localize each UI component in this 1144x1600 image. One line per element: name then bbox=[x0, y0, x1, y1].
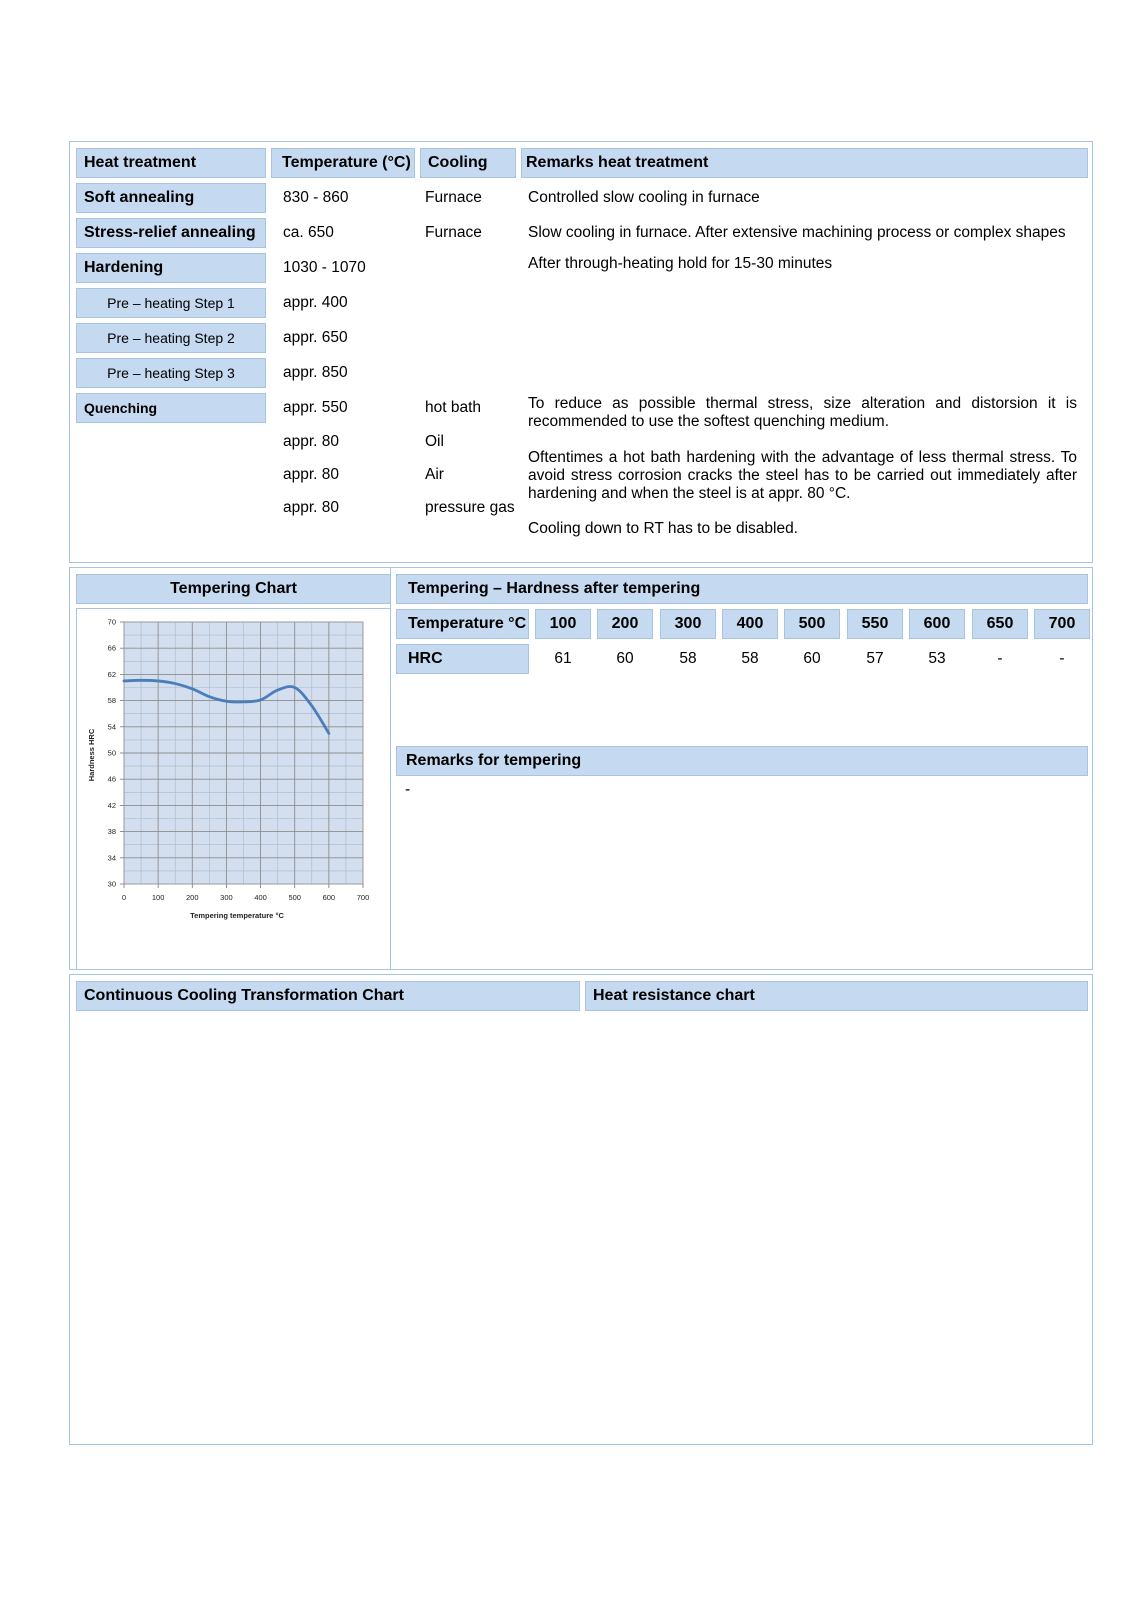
y-tick-label: 54 bbox=[107, 722, 116, 732]
soft-annealing-temperature: 830 - 860 bbox=[283, 189, 349, 206]
y-tick-label: 58 bbox=[107, 696, 116, 706]
x-tick-label: 200 bbox=[186, 893, 199, 902]
stress-relief-temperature: ca. 650 bbox=[283, 224, 334, 241]
tempering-temp-cell: 650 bbox=[972, 609, 1028, 639]
preheat-step2-temperature: appr. 650 bbox=[283, 329, 348, 346]
stress-relief-remark: Slow cooling in furnace. After extensive machining process or complex shapes bbox=[528, 224, 1066, 241]
tempering-hrc-cell: - bbox=[997, 650, 1003, 667]
tempering-temp-cell: 300 bbox=[660, 609, 716, 639]
tempering-temp-cell: 500 bbox=[784, 609, 840, 639]
tempering-panel bbox=[69, 567, 1093, 970]
preheat-step3-temperature: appr. 850 bbox=[283, 364, 348, 381]
y-tick-label: 70 bbox=[107, 617, 116, 627]
tempering-hrc-cell: 57 bbox=[866, 650, 884, 667]
x-tick-label: 300 bbox=[220, 893, 233, 902]
tempering-hrc-cell: 53 bbox=[928, 650, 946, 667]
remarks-tempering-title: Remarks for tempering bbox=[396, 746, 1088, 776]
x-axis-ticks bbox=[122, 884, 369, 902]
quench-oil-temperature: appr. 80 bbox=[283, 433, 340, 450]
y-tick-label: 38 bbox=[107, 827, 116, 837]
quench-gas-cooling: pressure gas bbox=[425, 499, 515, 516]
stress-relief-cooling: Furnace bbox=[425, 224, 482, 241]
heat-treatment-panel bbox=[69, 141, 1093, 563]
quench-gas-temperature: appr. 80 bbox=[283, 499, 340, 516]
x-tick-label: 700 bbox=[356, 893, 370, 902]
tempering-hrc-cell: 58 bbox=[741, 650, 759, 667]
stress-relief-label: Stress-relief annealing bbox=[76, 218, 266, 248]
tempering-hrc-cell: 60 bbox=[616, 650, 634, 667]
temperature-row-header: Temperature °C bbox=[396, 609, 529, 639]
charts-panel bbox=[69, 974, 1093, 1445]
x-tick-label: 600 bbox=[322, 893, 336, 902]
soft-annealing-remark: Controlled slow cooling in furnace bbox=[528, 189, 760, 206]
quench-air-cooling: Air bbox=[425, 466, 444, 483]
x-tick-label: 500 bbox=[288, 893, 301, 902]
temperature-header: Temperature (°C) bbox=[271, 148, 415, 178]
tempering-temp-cell: 550 bbox=[847, 609, 903, 639]
quench-air-temperature: appr. 80 bbox=[283, 466, 340, 483]
quench-remark-2: Oftentimes a hot bath hardening with the advantage of less thermal stress. To avoid stress corrosion cracks the steel has to be carried out immediately after hardening and when the steel is at appr. 80 °C. bbox=[528, 449, 1077, 502]
remarks-header: Remarks heat treatment bbox=[521, 148, 1088, 178]
preheat-step3-label: Pre – heating Step 3 bbox=[76, 358, 266, 388]
x-tick-label: 0 bbox=[121, 893, 127, 902]
preheat-step1-label: Pre – heating Step 1 bbox=[76, 288, 266, 318]
quenching-label: Quenching bbox=[76, 393, 266, 423]
hardening-label: Hardening bbox=[76, 253, 266, 283]
heat-resistance-title: Heat resistance chart bbox=[585, 981, 1088, 1011]
y-tick-label: 50 bbox=[107, 748, 116, 758]
hardening-temperature: 1030 - 1070 bbox=[283, 259, 366, 276]
y-tick-label: 34 bbox=[107, 853, 116, 863]
remarks-tempering-text: - bbox=[405, 781, 411, 798]
y-tick-label: 46 bbox=[107, 774, 116, 784]
cooling-header: Cooling bbox=[420, 148, 516, 178]
preheat-step2-label: Pre – heating Step 2 bbox=[76, 323, 266, 353]
cct-chart-title: Continuous Cooling Transformation Chart bbox=[76, 981, 580, 1011]
hardening-remark: After through-heating hold for 15-30 minutes bbox=[528, 255, 833, 272]
quench-oil-cooling: Oil bbox=[425, 433, 444, 450]
tempering-table-title: Tempering – Hardness after tempering bbox=[396, 574, 1088, 604]
y-tick-label: 62 bbox=[107, 669, 116, 679]
tempering-temp-cell: 600 bbox=[909, 609, 965, 639]
quenching-temperature: appr. 550 bbox=[283, 399, 348, 416]
y-tick-label: 42 bbox=[107, 800, 116, 810]
x-tick-label: 100 bbox=[151, 893, 165, 902]
quench-remark-3: Cooling down to RT has to be disabled. bbox=[528, 520, 798, 537]
quenching-cooling: hot bath bbox=[425, 399, 482, 416]
hrc-row-header: HRC bbox=[396, 644, 529, 674]
y-axis-label: Hardness HRC bbox=[87, 728, 96, 782]
tempering-chart-title: Tempering Chart bbox=[76, 574, 391, 604]
tempering-hrc-cell: 61 bbox=[554, 650, 572, 667]
tempering-chart-frame bbox=[76, 608, 390, 970]
tempering-temp-cell: 700 bbox=[1034, 609, 1090, 639]
soft-annealing-label: Soft annealing bbox=[76, 183, 266, 213]
tempering-temp-cell: 400 bbox=[722, 609, 778, 639]
tempering-hrc-cell: 60 bbox=[803, 650, 821, 667]
tempering-hrc-cell: 58 bbox=[679, 650, 697, 667]
y-tick-label: 30 bbox=[107, 879, 116, 889]
y-axis-ticks bbox=[108, 618, 124, 889]
tempering-temp-cell: 100 bbox=[535, 609, 591, 639]
x-tick-label: 400 bbox=[254, 893, 267, 902]
quench-remark-1: To reduce as possible thermal stress, size alteration and distorsion it is recommended to use the softest quenching medium. bbox=[528, 395, 1077, 430]
heat-treatment-header: Heat treatment bbox=[76, 148, 266, 178]
preheat-step1-temperature: appr. 400 bbox=[283, 294, 348, 311]
soft-annealing-cooling: Furnace bbox=[425, 189, 482, 206]
tempering-temp-cell: 200 bbox=[597, 609, 653, 639]
x-axis-label: Tempering temperature °C bbox=[190, 911, 284, 920]
y-tick-label: 66 bbox=[107, 643, 116, 653]
tempering-divider bbox=[390, 568, 391, 969]
tempering-hrc-cell: - bbox=[1059, 650, 1065, 667]
tempering-chart bbox=[77, 609, 389, 969]
